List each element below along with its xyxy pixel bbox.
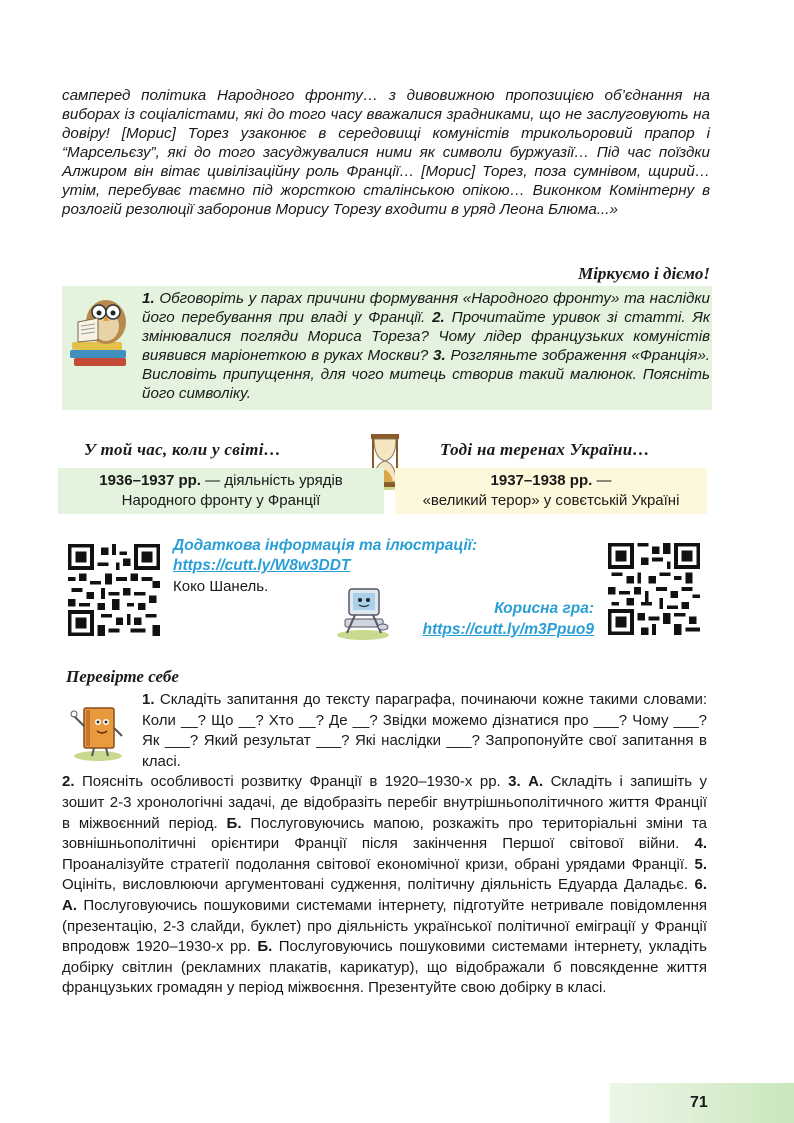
- page-number: 71: [690, 1094, 708, 1111]
- check-yourself-heading: Перевірте себе: [66, 667, 179, 686]
- ukraine-timeline-box: 1937–1938 рр. — «великий терор» у совєтській Україні: [395, 468, 707, 514]
- additional-info-title: Додаткова інформація та ілюстрації:: [173, 537, 478, 554]
- check-yourself-tasks: [62, 690, 707, 999]
- owl-reading-icon: [64, 292, 138, 370]
- think-act-heading: Міркуємо і діємо!: [578, 264, 710, 283]
- ukraine-timeline-title: Тоді на теренах України…: [440, 440, 650, 459]
- additional-info-caption: Коко Шанель.: [173, 578, 269, 595]
- world-timeline-title: У той час, коли у світі…: [84, 440, 282, 459]
- think-act-tasks: 1. Обговоріть у парах причини формування «Народного фронту» та наслідки його перебування при владі у Франції. 2. Прочитайте уривок зі статті. Як змінювалися погляди Мориса Тореза? Чому лідер французьких комуністів виявився маріонеткою в руках Москви? 3. Розгляньте зображення «Франція». Висловіть припущення, для чого митець створив такий малюнок. Поясніть його символіку.: [142, 290, 710, 402]
- qr-code-additional-info[interactable]: [66, 544, 162, 636]
- additional-info-link[interactable]: https://cutt.ly/W8w3DDT: [173, 557, 351, 574]
- useful-game-title: Корисна гра:: [494, 600, 594, 617]
- useful-game-link[interactable]: https://cutt.ly/m3Ppuo9: [422, 621, 594, 638]
- world-timeline-box: 1936–1937 рр. — діяльність урядів Народного фронту у Франції: [58, 468, 384, 514]
- qr-code-useful-game[interactable]: [608, 543, 700, 635]
- tasks-2-6: 2. Поясніть особливості розвитку Франції в 1920–1930-х рр. 3. А. Складіть і запишіть у зошит 2-3 хронологічні задачі, де відобразіть перебіг внутрішньополітичного життя Франції в міжвоєнний період. Б. Послуговуючись мапою, розкажіть про територіальні зміни та зовнішньополітичні орієнтири Франції після закінчення Першої світової війни. 4. Проаналізуйте стратегії подолання світової економічної кризи, обрані урядами Франції. 5. Оцініть, висловлюючи аргументовані судження, політичну діяльність Едуарда Даладьє. 6. А. Послуговуючись пошуковими системами інтернету, підготуйте нетривале повідомлення (презентацію, 2-3 слайди, буклет) про діяльність української політичної еміграції у Франції впродовж 1920–1930-х рр. Б. Послуговуючись пошуковими системами інтернету, укладіть добірку світлин (рекламних плакатів, карикатур), що відображали б повсякденне життя французьких громадян у період міжвоєння. Презентуйте свою добірку в класі.: [62, 773, 708, 997]
- task-1: 1. Складіть запитання до тексту параграфа, починаючи кожне такими словами: Коли __? Що __? Хто __? Де __? Звідки можемо дізнатися про ___? Чому ___? Як ___? Який результат ___? Які наслідки ___? Запропонуйте свої запитання в класі.: [142, 691, 707, 770]
- computer-character-icon: [333, 583, 395, 641]
- article-quote: сампеpед політика Народного фронту… з дивовижною пропозицією об’єднання на виборах із соціалістами, які до того часу вважалися зрадниками, що не заслуговують на довіру! [Морис] Торез узаконює в середовищі комуністів трикольоровий прапор і “Марсельєзу”, які до того засуджувалися ними як символи буржуазії… Під час поїздки Алжиром він вітає цивілізаційну роль Франції… [Морис] Торез, поза сумнівом, щирий… утім, перебуває таємно під жорсткою сталінською опікою… Виконком Комінтерну в розлогій резолюції заборонив Морису Торезу входити в уряд Леона Блюма...»: [62, 87, 710, 218]
